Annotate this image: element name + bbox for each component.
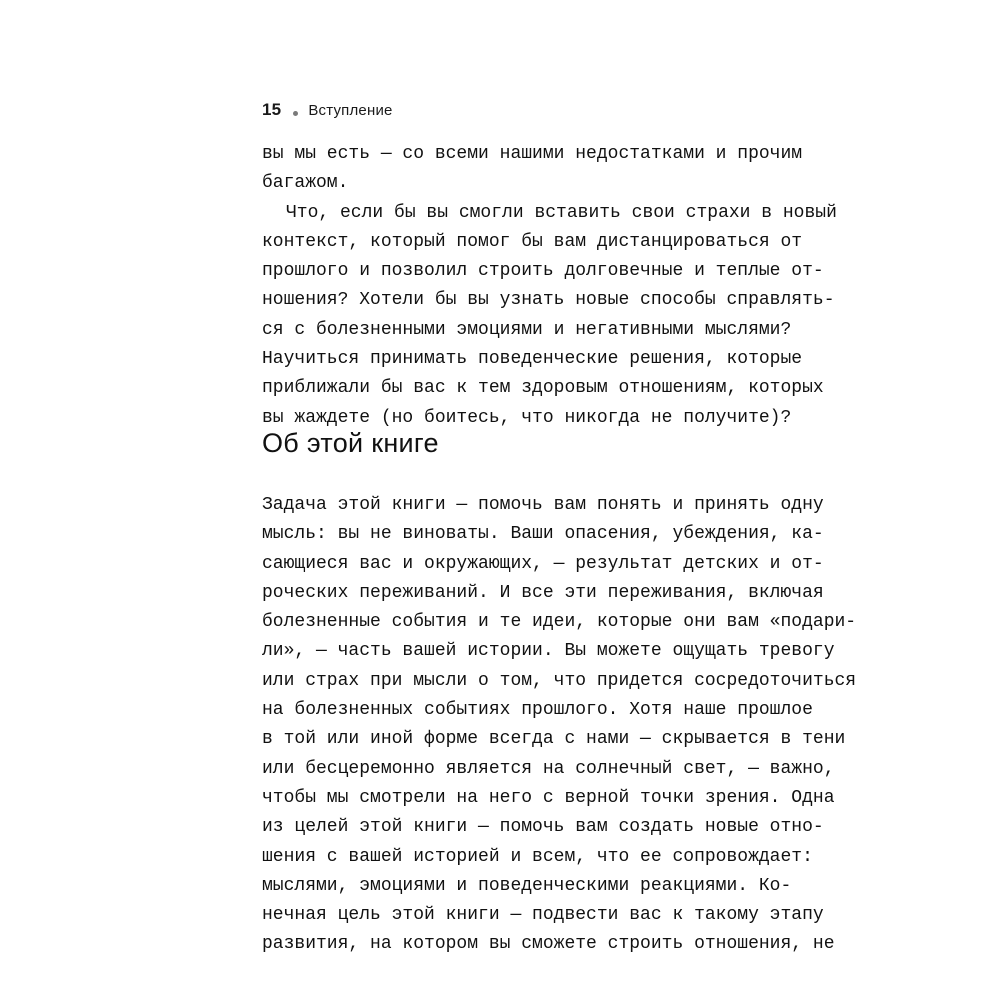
text-line: сающиеся вас и окружающих, — результат детских и от-: [262, 553, 824, 574]
text-line: контекст, который помог бы вам дистанцироваться от: [262, 231, 803, 252]
text-line: вы жаждете (но боитесь, что никогда не получите)?: [262, 407, 792, 428]
text-line: шения с вашей историей и всем, что ее сопровождает:: [262, 846, 813, 867]
text-line: в той или иной форме всегда с нами — скрывается в тени: [262, 729, 846, 750]
text-line: приближали бы вас к тем здоровым отношениям, которых: [262, 378, 824, 399]
text-line: Научиться принимать поведенческие решения, которые: [262, 349, 803, 370]
intro-text: [262, 140, 837, 433]
running-title: Вступление: [308, 101, 393, 119]
text-line: мыслями, эмоциями и поведенческими реакциями. Ко-: [262, 875, 792, 896]
text-line: Что, если бы вы смогли вставить свои страхи в новый: [286, 202, 837, 223]
text-line: мысль: вы не виноваты. Ваши опасения, убеждения, ка-: [262, 524, 824, 545]
section-text: [262, 491, 857, 960]
text-line: чтобы мы смотрели на него с верной точки зрения. Одна: [262, 787, 835, 808]
running-header: [262, 97, 393, 123]
text-line: ся с болезненными эмоциями и негативными мыслями?: [262, 319, 792, 340]
text-line: на болезненных событиях прошлого. Хотя наше прошлое: [262, 700, 813, 721]
text-line: ли», — часть вашей истории. Вы можете ощущать тревогу: [262, 641, 835, 662]
text-line: или страх при мысли о том, что придется сосредоточиться: [262, 670, 857, 691]
text-line: ношения? Хотели бы вы узнать новые способы справлять-: [262, 290, 835, 311]
text-line: нечная цель этой книги — подвести вас к такому этапу: [262, 905, 824, 926]
section-heading: Об этой книге: [262, 428, 439, 458]
text-line: развития, на котором вы сможете строить отношения, не: [262, 934, 835, 955]
text-line: или бесцеремонно является на солнечный свет, — важно,: [262, 758, 835, 779]
text-line: вы мы есть — со всеми нашими недостатками и прочим: [262, 144, 803, 164]
text-line: болезненные события и те идеи, которые они вам «подари-: [262, 612, 857, 633]
text-line: роческих переживаний. И все эти переживания, включая: [262, 582, 824, 603]
page-number: 15: [262, 100, 282, 119]
text-line: из целей этой книги — помочь вам создать новые отно-: [262, 817, 824, 838]
text-line: багажом.: [262, 173, 349, 194]
text-line: Задача этой книги — помочь вам понять и принять одну: [262, 495, 824, 515]
text-line: прошлого и позволил строить долговечные и теплые от-: [262, 261, 824, 282]
bullet-separator-icon: [293, 111, 298, 116]
